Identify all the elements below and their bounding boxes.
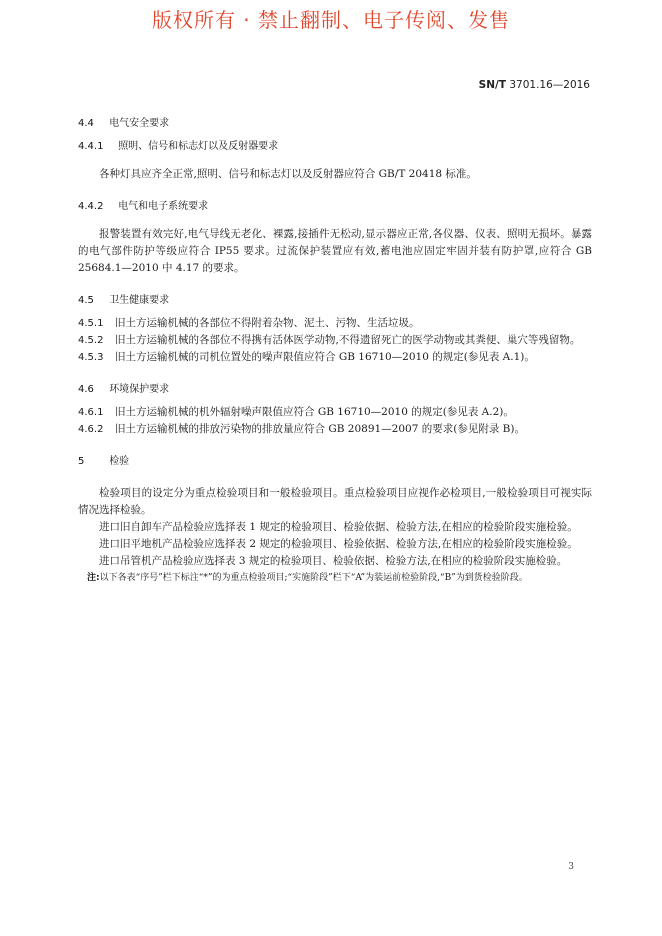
section-4-4-heading <box>78 115 592 132</box>
section-4-6-heading <box>78 381 592 398</box>
section-4-4-1-heading <box>78 138 592 155</box>
section-title: 卫生健康要求 <box>109 295 170 306</box>
section-title: 环境保护要求 <box>109 384 170 395</box>
section-title: 检验 <box>109 456 130 467</box>
clause-number: 4.5.1 <box>78 318 104 329</box>
clause-text: 旧土方运输机械的各部位不得附着杂物、泥土、污物、生活垃圾。 <box>115 317 420 329</box>
section-number: 4.6 <box>78 384 94 395</box>
clause-number: 4.5.3 <box>78 352 104 363</box>
section-title: 电气安全要求 <box>109 118 170 129</box>
standard-number <box>479 79 590 91</box>
clause-number: 4.6.2 <box>78 424 104 435</box>
section-number: 4.4.1 <box>78 141 104 152</box>
clause-number: 4.6.1 <box>78 407 104 418</box>
document-body <box>78 115 592 586</box>
section-title: 照明、信号和标志灯以及反射器要求 <box>118 141 279 152</box>
inspection-paragraph: 进口旧自卸车产品检验应选择表 1 规定的检验项目、检验依据、检验方法,在相应的检验阶段实施检验。 <box>99 521 578 533</box>
clause-4-5-1 <box>78 315 592 332</box>
clause-text: 旧土方运输机械的司机位置处的噪声限值应符合 GB 16710—2010 的规定(参见表 A.1)。 <box>115 351 535 363</box>
section-5-heading <box>78 453 592 470</box>
section-number: 4.4.2 <box>78 201 104 212</box>
section-title: 电气和电子系统要求 <box>118 201 209 212</box>
clause-text: 旧土方运输机械的机外辐射噪声限值应符合 GB 16710—2010 的规定(参见表 A.2)。 <box>115 406 514 418</box>
note-text: 以下各表“序号”栏下标注“*”的为重点检验项目;“实施阶段”栏下“A”为装运前检验阶段,“B”为到货检验阶段。 <box>99 573 528 583</box>
inspection-paragraph: 进口吊管机产品检验应选择表 3 规定的检验项目、检验依据、检验方法,在相应的检验阶段实施检验。 <box>99 555 568 567</box>
inspection-paragraph: 进口旧平地机产品检验应选择表 2 规定的检验项目、检验依据、检验方法,在相应的检验阶段实施检验。 <box>99 538 578 550</box>
copyright-watermark: 版权所有 · 禁止翻制、电子传阅、发售 <box>151 8 511 32</box>
clause-number: 4.5.2 <box>78 335 104 346</box>
page-number: 3 <box>568 862 574 872</box>
section-number: 4.5 <box>78 295 94 306</box>
section-4-4-2-text: 报警装置有效完好,电气导线无老化、裸露,接插件无松动,显示器应正常,各仪器、仪表、照明无损坏。暴露的电气部件防护等级应符合 IP55 要求。过流保护装置应有效,蓄电池应固定牢固并装有防护罩,应符合 GB 25684.1—2010 中 4.17 的要求。 <box>78 228 592 274</box>
section-4-4-1-text: 各种灯具应齐全正常,照明、信号和标志灯以及反射器应符合 GB/T 20418 标准。 <box>99 168 477 180</box>
note-label: 注: <box>87 573 100 583</box>
standard-prefix: SN/T <box>478 79 506 91</box>
clause-4-6-1 <box>78 404 592 421</box>
inspection-paragraph: 检验项目的设定分为重点检验项目和一般检验项目。重点检验项目应视作必检项目,一般检验项目可视实际情况选择检验。 <box>78 487 592 516</box>
standard-code: 3701.16—2016 <box>509 79 590 91</box>
section-4-4-2-heading <box>78 198 592 215</box>
section-number: 4.4 <box>78 118 94 129</box>
section-4-5-heading <box>78 292 592 309</box>
clause-4-5-3 <box>78 349 592 366</box>
section-number: 5 <box>78 456 85 467</box>
clause-text: 旧土方运输机械的排放污染物的排放量应符合 GB 20891—2007 的要求(参见附录 B)。 <box>115 423 525 435</box>
clause-text: 旧土方运输机械的各部位不得携有活体医学动物,不得遗留死亡的医学动物或其粪便、巢穴等残留物。 <box>115 334 581 346</box>
clause-4-6-2 <box>78 421 592 438</box>
inspection-note <box>78 570 592 586</box>
clause-4-5-2 <box>78 332 592 349</box>
